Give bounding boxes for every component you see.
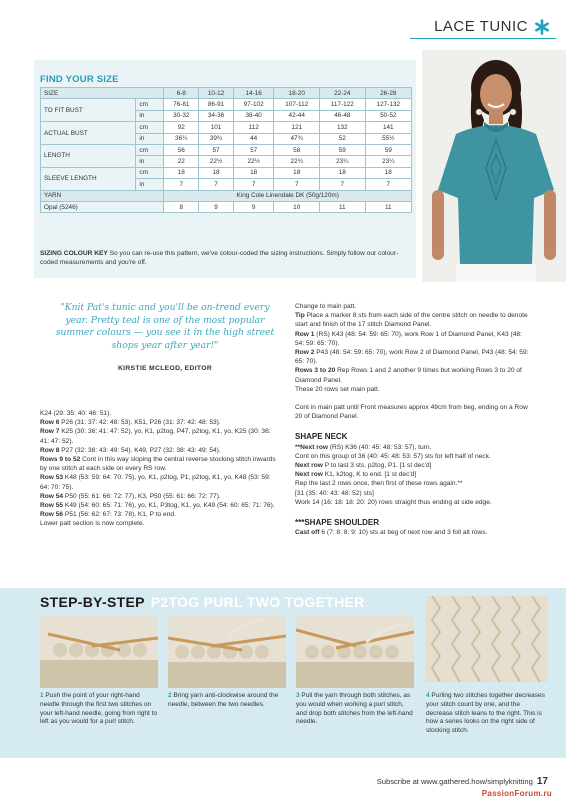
size-value: 18 <box>274 167 320 178</box>
instruction-line <box>295 330 530 348</box>
size-col: 14-16 <box>233 88 274 99</box>
instruction-bold: Row 8 <box>40 446 60 454</box>
instruction-line <box>295 385 530 394</box>
instruction-bold: Tip <box>295 312 305 320</box>
instruction-text: Place a marker 8 sts from each side of the centre stitch on needle to denote start and finish of the 17 stitch Diamond Panel. <box>295 312 528 329</box>
size-row <box>41 99 412 110</box>
instruction-text: P50 (55: 61: 66: 72: 77), K3, P50 (55: 61: 66: 72: 77). <box>63 492 221 500</box>
instruction-line <box>40 492 276 501</box>
instruction-text: K25 (30: 36: 41: 47: 52), yo, K1, p2tog, P47, p2tog, K1, yo, K25 (30: 36: 41: 47: 52). <box>40 428 271 445</box>
size-value: 22¾ <box>274 156 320 167</box>
step-photo-2 <box>168 616 286 688</box>
unit-label: cm <box>136 122 164 133</box>
opal-label: Opal (5246) <box>41 201 164 212</box>
step-text: Push the point of your right-hand needle through the first two stitches on your left-hand needle, going from right to left as you would for a purl stitch. <box>40 692 158 726</box>
size-value: 36¼ <box>164 133 199 144</box>
step-text: Bring yarn anti-clockwise around the needle, between the two needles. <box>168 692 279 708</box>
size-value: 56 <box>164 144 199 155</box>
size-col: 22-24 <box>320 88 366 99</box>
instruction-line <box>40 427 276 445</box>
size-value: 42-44 <box>274 110 320 121</box>
size-value: 58 <box>274 144 320 155</box>
shape-neck-instructions <box>295 443 530 507</box>
size-value: 112 <box>233 122 274 133</box>
instruction-text: (RS) K43 (48: 54: 59: 65: 70), work Row 1 of Diamond Panel, K43 (48: 54: 59: 65: 70). <box>295 330 522 347</box>
size-value: 22 <box>164 156 199 167</box>
instruction-line <box>295 479 530 488</box>
instruction-bold: Row 2 <box>295 349 315 357</box>
size-value: 121 <box>274 122 320 133</box>
step-photo-3 <box>296 616 414 688</box>
size-value: 52 <box>320 133 366 144</box>
colour-key-text: So you can re-use this pattern, we've colour-coded the sizing instructions. Simply follow our colour-coded measurements and you're off. <box>40 250 399 266</box>
instruction-text: P27 (32: 38: 43: 49: 54). K49, P27 (32: 38: 43: 49: 54). <box>59 446 221 454</box>
measurement-label: LENGTH <box>41 144 136 167</box>
size-col: 6-8 <box>164 88 199 99</box>
instruction-line <box>295 302 530 311</box>
page-title: LACE TUNIC <box>434 18 528 35</box>
step-text: Pull the yarn through both stitches, as you would when working a purl stitch, and drop both stitches from the left-hand needle. <box>296 692 413 726</box>
subscribe-link[interactable]: Subscribe at www.gathered.how/simplyknitting <box>376 777 533 786</box>
watermark: PassionForum.ru <box>481 789 552 798</box>
instruction-line <box>295 470 530 479</box>
size-col: 26-28 <box>365 88 411 99</box>
step-number: 4 <box>426 692 430 699</box>
size-value: 141 <box>365 122 411 133</box>
yarn-value: King Cole Linendale DK (50g/120m) <box>164 190 412 201</box>
instruction-bold: Next row <box>295 462 323 470</box>
page-footer <box>377 776 548 787</box>
instruction-line <box>40 473 276 491</box>
opal-value: 11 <box>365 201 411 212</box>
instruction-bold: Row 55 <box>40 502 64 510</box>
size-value: 18 <box>365 167 411 178</box>
instruction-text: Lower patt section is now complete. <box>40 520 145 528</box>
unit-label: in <box>136 179 164 190</box>
instruction-line <box>295 366 530 384</box>
step-photo-1 <box>40 616 158 688</box>
size-value: 7 <box>274 179 320 190</box>
pattern-left-column <box>40 409 276 529</box>
instruction-text: Rep Rows 1 and 2 another 9 times but working Rows 3 to 20 of Diamond Panel. <box>295 367 522 384</box>
main-patt-instructions <box>295 302 530 394</box>
instruction-line <box>295 498 530 507</box>
instruction-text: Work 14 (16: 18: 18: 20: 20) rows straight thus ending at side edge. <box>295 498 492 506</box>
opal-value: 9 <box>233 201 274 212</box>
size-value: 38-40 <box>233 110 274 121</box>
size-value: 7 <box>199 179 234 190</box>
instruction-line <box>295 443 530 452</box>
instruction-text: (RS) K36 (40: 45: 48: 53: 57), turn. <box>327 443 432 451</box>
size-value: 76-81 <box>164 99 199 110</box>
size-value: 57 <box>199 144 234 155</box>
unit-label: in <box>136 110 164 121</box>
size-value: 7 <box>233 179 274 190</box>
size-value: 23¼ <box>320 156 366 167</box>
measurement-label: SLEEVE LENGTH <box>41 167 136 190</box>
instruction-text: Cont on this group of 36 (40: 45: 48: 53: 57) sts for left half of neck. <box>295 452 491 460</box>
size-table <box>40 87 412 213</box>
size-col: 10-12 <box>199 88 234 99</box>
step-caption-3 <box>296 692 414 727</box>
size-value: 101 <box>199 122 234 133</box>
step-number: 1 <box>40 692 44 699</box>
instruction-line <box>40 519 276 528</box>
instruction-text: [31 (35: 40: 43: 48: 52) sts] <box>295 489 374 497</box>
page-header <box>434 18 550 35</box>
sbs-title-accent: P2TOG PURL TWO TOGETHER <box>150 594 365 610</box>
instruction-line <box>295 311 530 329</box>
size-value: 55½ <box>365 133 411 144</box>
model-photo <box>422 50 566 282</box>
unit-label: in <box>136 156 164 167</box>
unit-label: in <box>136 133 164 144</box>
size-row <box>41 167 412 178</box>
size-value: 57 <box>233 144 274 155</box>
sizing-colour-key <box>40 249 412 267</box>
size-value: 97-102 <box>233 99 274 110</box>
size-header-row <box>41 88 412 99</box>
size-label: SIZE <box>41 88 164 99</box>
instruction-text: P51 (56: 62: 67: 73: 78), K1, P to end. <box>63 511 176 519</box>
sbs-title-dark: STEP-BY-STEP <box>40 594 145 610</box>
size-value: 92 <box>164 122 199 133</box>
size-value: 132 <box>320 122 366 133</box>
instruction-bold: Row 54 <box>40 492 64 500</box>
instruction-bold: Rows 3 to 20 <box>295 367 336 375</box>
instruction-bold: Row 6 <box>40 419 60 427</box>
instruction-bold: Rows 9 to 52 <box>40 456 81 464</box>
yarn-row <box>41 190 412 201</box>
opal-value: 10 <box>274 201 320 212</box>
colour-key-label: SIZING COLOUR KEY <box>40 250 108 257</box>
instruction-line <box>295 461 530 470</box>
instruction-line <box>40 501 276 510</box>
size-value: 22½ <box>233 156 274 167</box>
size-col: 18-20 <box>274 88 320 99</box>
opal-value: 11 <box>320 201 366 212</box>
size-value: 50-52 <box>365 110 411 121</box>
instruction-line <box>295 489 530 498</box>
instruction-text: K24 (29: 35: 40: 46: 51). <box>40 410 112 417</box>
size-value: 7 <box>164 179 199 190</box>
step-caption-1 <box>40 692 158 727</box>
size-value: 39¾ <box>199 133 234 144</box>
header-rule <box>410 38 556 39</box>
instruction-bold: Row 7 <box>40 428 60 436</box>
instruction-line <box>40 409 276 418</box>
size-value: 59 <box>320 144 366 155</box>
shoulder-text: 6 (7: 8: 8: 9: 10) sts at beg of next row and 3 foll alt rows. <box>319 529 488 537</box>
size-value: 18 <box>199 167 234 178</box>
size-value: 107-112 <box>274 99 320 110</box>
shoulder-bold: Cast off <box>295 529 320 537</box>
size-value: 7 <box>365 179 411 190</box>
size-value: 44 <box>233 133 274 144</box>
size-value: 30-32 <box>164 110 199 121</box>
instruction-bold: Row 56 <box>40 511 64 519</box>
size-value: 86-91 <box>199 99 234 110</box>
opal-value: 9 <box>199 201 234 212</box>
shoulder-instruction <box>295 528 530 537</box>
asterisk-icon <box>534 19 550 35</box>
cont-instruction: Cont in main patt until Front measures approx 49cm from beg, ending on a Row 20 of Diamond Panel. <box>295 404 528 421</box>
instruction-bold: **Next row <box>295 443 328 451</box>
opal-row <box>41 201 412 212</box>
size-value: 127-132 <box>365 99 411 110</box>
size-value: 7 <box>320 179 366 190</box>
size-row <box>41 144 412 155</box>
size-value: 23¼ <box>365 156 411 167</box>
instruction-line <box>40 418 276 427</box>
instruction-line <box>295 348 530 366</box>
step-number: 3 <box>296 692 300 699</box>
instruction-text: K48 (53: 59: 64: 70: 75), yo, K1, p2tog, P1, p2tog, K1, yo, K48 (53: 59: 64: 70: 75). <box>40 474 271 491</box>
instruction-line <box>40 455 276 473</box>
size-value: 117-122 <box>320 99 366 110</box>
instruction-text: P26 (31: 37: 42: 48: 53). K51, P26 (31: 37: 42: 48: 53). <box>59 419 221 427</box>
instruction-bold: Row 53 <box>40 474 64 482</box>
quote-author: KIRSTIE MCLEOD, EDITOR <box>117 365 213 372</box>
unit-label: cm <box>136 99 164 110</box>
instruction-text: Change to main patt. <box>295 303 357 310</box>
instruction-line <box>40 446 276 455</box>
size-value: 18 <box>164 167 199 178</box>
instruction-bold: Row 1 <box>295 330 315 338</box>
unit-label: cm <box>136 167 164 178</box>
instruction-text: P to last 3 sts, p2tog, P1. [1 st dec'd] <box>322 462 432 470</box>
editor-quote: "Knit Pat's tunic and you'll be on-trend every year. Pretty teal is one of the most popular summer colours — you see it in the high street shops year after year!" <box>55 302 275 351</box>
measurement-label: TO FIT BUST <box>41 99 136 122</box>
instruction-line <box>40 510 276 519</box>
sizing-heading: FIND YOUR SIZE <box>40 74 119 85</box>
size-value: 18 <box>233 167 274 178</box>
instruction-text: Cont in this way sloping the central reverse stocking stitch inwards by one stitch at each side on every RS row. <box>40 456 276 473</box>
step-by-step-title <box>40 594 365 610</box>
instruction-text: These 20 rows set main patt. <box>295 385 380 393</box>
size-value: 59 <box>365 144 411 155</box>
instruction-text: K49 (54: 60: 65: 71: 76), yo, K1, P3tog, K1, yo, K49 (54: 60: 65: 71: 76). <box>63 502 275 510</box>
size-row <box>41 122 412 133</box>
pattern-right-column <box>295 302 530 537</box>
step-text: Purling two stitches together decreases your stitch count by one, and the decrease stitch leans to the right. This is how a series looks on the right side of stocking stitch. <box>426 692 545 735</box>
size-value: 46-48 <box>320 110 366 121</box>
unit-label: cm <box>136 144 164 155</box>
yarn-label: YARN <box>41 190 164 201</box>
shape-shoulder-heading: ***SHAPE SHOULDER <box>295 518 380 528</box>
size-value: 34-36 <box>199 110 234 121</box>
opal-value: 8 <box>164 201 199 212</box>
shape-neck-heading: SHAPE NECK <box>295 432 348 442</box>
step-caption-4 <box>426 692 548 736</box>
size-value: 47¾ <box>274 133 320 144</box>
page-number: 17 <box>536 776 548 787</box>
instruction-text: Rep the last 2 rows once, then first of these rows again.** <box>295 480 463 488</box>
instruction-text: P43 (48: 54: 59: 65: 70), work Row 2 of Diamond Panel, P43 (48: 54: 59: 65: 70). <box>295 349 529 366</box>
instruction-text: K1, k2tog, K to end. [1 st dec'd] <box>322 471 417 479</box>
step-photo-4 <box>426 596 548 682</box>
step-caption-2 <box>168 692 286 710</box>
size-value: 18 <box>320 167 366 178</box>
measurement-label: ACTUAL BUST <box>41 122 136 145</box>
instruction-bold: Next row <box>295 471 323 479</box>
size-value: 22½ <box>199 156 234 167</box>
step-number: 2 <box>168 692 172 699</box>
instruction-line <box>295 452 530 461</box>
